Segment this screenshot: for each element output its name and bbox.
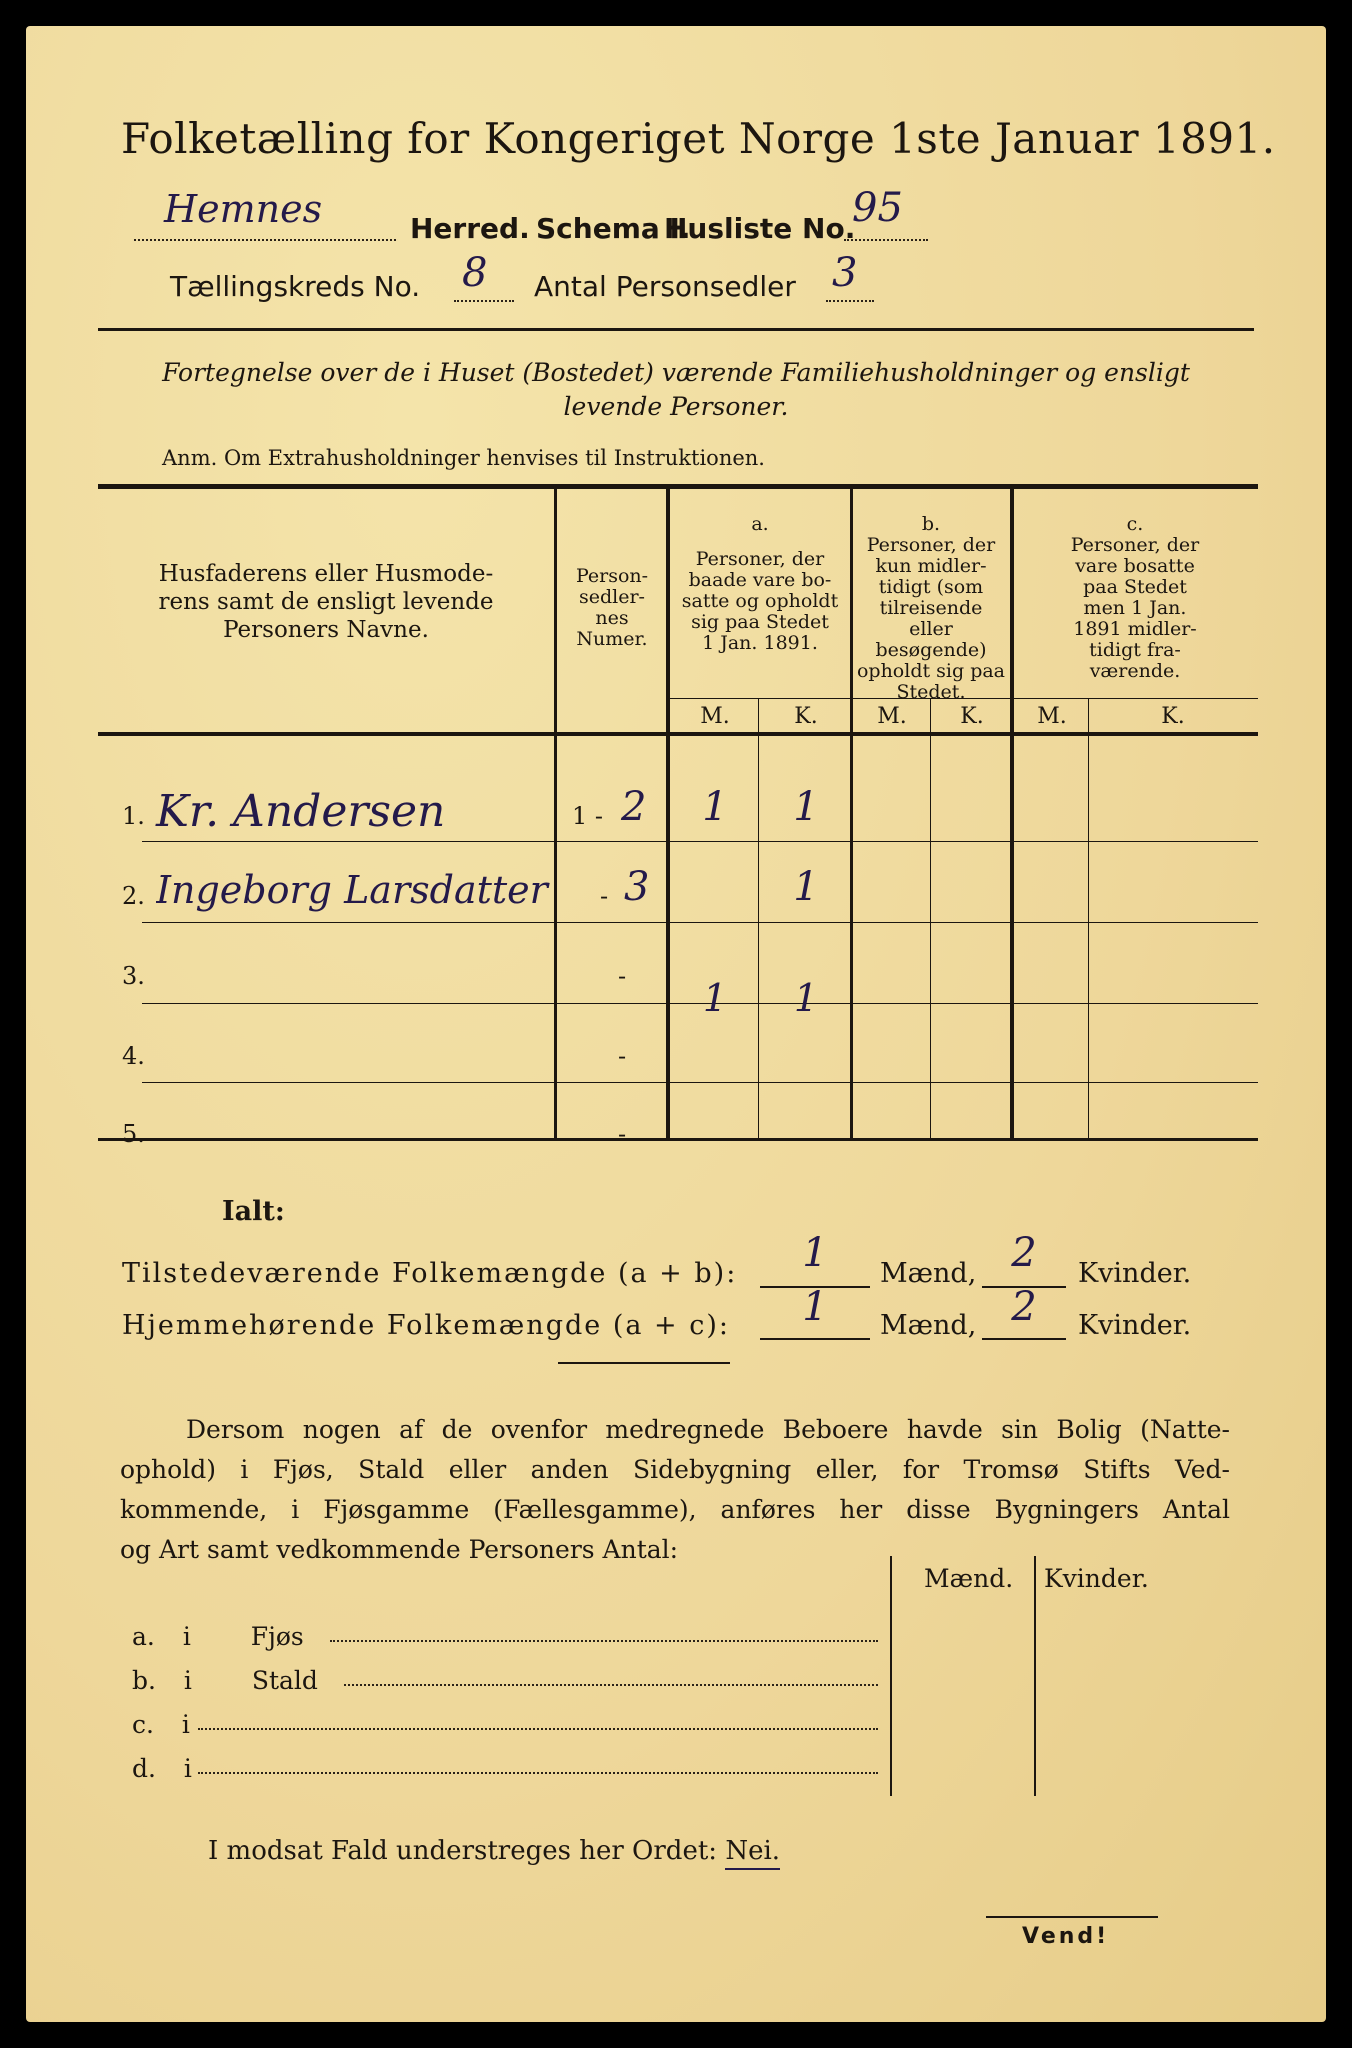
- herred-label: Herred.: [410, 212, 530, 245]
- cell-a-k: 1: [793, 784, 819, 830]
- modsat-text: [208, 1836, 780, 1866]
- building-row-a: [132, 1622, 304, 1651]
- hjemme-maend-value: 1: [802, 1284, 828, 1330]
- taellingskreds-field: [454, 250, 514, 302]
- header-line: Numer.: [576, 628, 648, 650]
- header-line: tidigt (som: [878, 576, 984, 598]
- header-line: 1891 midler-: [1073, 618, 1197, 640]
- header-line: vare bosatte: [1075, 555, 1195, 577]
- header-line: Personers Navne.: [223, 617, 429, 643]
- header-line: satte og opholdt: [681, 590, 839, 612]
- taellingskreds-label: Tællingskreds No.: [170, 270, 421, 303]
- building-letter: d.: [132, 1754, 156, 1783]
- para-line: og Art samt vedkommende Personers Antal:: [120, 1535, 679, 1564]
- tilstede-maend-field: [760, 1230, 870, 1288]
- building-letter: c.: [132, 1710, 154, 1739]
- building-row-c: [132, 1710, 190, 1739]
- herred-value: Hemnes: [164, 187, 323, 231]
- sub-m: M.: [877, 704, 907, 729]
- building-letter: b.: [132, 1666, 156, 1695]
- row-rule: [142, 841, 1258, 842]
- kvinder-label: Kvinder.: [1078, 1310, 1192, 1341]
- sub-k: K.: [1161, 704, 1185, 729]
- header-line: kun midler-: [875, 555, 987, 577]
- col-header-numer: [559, 566, 665, 650]
- building-dots: [344, 1684, 878, 1686]
- tilstede-maend-value: 1: [802, 1230, 828, 1276]
- sub-m: M.: [1037, 704, 1067, 729]
- short-divider: [558, 1362, 730, 1364]
- row-numer: -: [618, 962, 627, 990]
- sub-k: K.: [960, 704, 984, 729]
- header-line: baade vare bo-: [688, 569, 832, 591]
- building-col-divider: [890, 1556, 892, 1796]
- modsat-label: I modsat Fald understreges her Ordet:: [208, 1836, 718, 1866]
- personsedler-value: 3: [832, 250, 858, 296]
- header-line: 1 Jan. 1891.: [702, 632, 818, 654]
- row-number: 1.: [122, 802, 145, 830]
- row-number: 3.: [122, 962, 145, 990]
- row-name: Kr. Andersen: [156, 786, 446, 837]
- tilstede-label: Tilstedeværende Folkemængde (a + b):: [122, 1258, 738, 1289]
- subtitle-line-2: levende Personer.: [563, 392, 789, 421]
- col-divider: [850, 489, 853, 1141]
- header-line: opholdt sig paa Stedet.: [856, 660, 1006, 703]
- header-line: Personer, der: [695, 548, 825, 570]
- header-line: rens samt de ensligt levende: [158, 589, 494, 615]
- sub-k: K.: [794, 704, 818, 729]
- building-prefix: i: [181, 1710, 190, 1739]
- col-divider: [666, 489, 670, 1141]
- hjemme-maend-field: [760, 1284, 870, 1340]
- row-rule: [142, 922, 1258, 923]
- personsedler-field: [826, 250, 874, 302]
- row-rule: [142, 1082, 1258, 1083]
- row-number: 5.: [122, 1120, 145, 1148]
- maend-label: Mænd,: [880, 1258, 977, 1289]
- header-line: men 1 Jan.: [1083, 597, 1187, 619]
- cell-a-k: 1: [793, 864, 819, 910]
- header-letter: a.: [751, 513, 769, 535]
- cell-a-k: 1: [793, 976, 819, 1020]
- table-bottom-rule: [98, 1138, 1258, 1141]
- cell-a-m: 1: [702, 976, 728, 1020]
- col-header-a: [672, 514, 848, 654]
- divider: [98, 328, 1254, 331]
- tilstede-kvinder-field: [982, 1230, 1066, 1288]
- vend-rule: [986, 1916, 1158, 1918]
- row-numer-hand: 3: [624, 864, 650, 910]
- vend-label: Vend!: [1022, 1924, 1110, 1949]
- row-numer-hand: 2: [621, 784, 647, 830]
- kvinder-col-header: Kvinder.: [1044, 1564, 1149, 1593]
- hjemme-kvinder-field: [982, 1284, 1066, 1340]
- para-line: kommende, i Fjøsgamme (Fællesgamme), anføres her disse Bygningers Antal: [120, 1495, 1230, 1524]
- row-number: 2.: [122, 882, 145, 910]
- header-letter: b.: [921, 513, 941, 535]
- header-line: besøgende): [875, 639, 987, 661]
- subtitle-line-1: Fortegnelse over de i Huset (Bostedet) værende Familiehusholdninger og ensligt: [162, 358, 1190, 387]
- row-numer: -: [618, 1120, 627, 1148]
- building-row-b: [132, 1666, 318, 1695]
- form-subtitle: [98, 356, 1254, 424]
- hjemme-kvinder-value: 2: [1011, 1284, 1037, 1330]
- row-numer: -: [600, 882, 609, 910]
- herred-field: [134, 187, 396, 241]
- building-dots: [198, 1728, 878, 1730]
- header-line: paa Stedet: [1083, 576, 1187, 598]
- header-line: Person-: [575, 565, 649, 587]
- building-name: Fjøs: [250, 1622, 304, 1651]
- anm-note: Anm. Om Extrahusholdninger henvises til Instruktionen.: [162, 446, 765, 470]
- col-divider: [758, 698, 759, 1141]
- form-title: Folketælling for Kongeriget Norge 1ste Januar 1891.: [121, 114, 1276, 163]
- header-line: Personer, der: [866, 534, 996, 556]
- building-prefix: i: [183, 1666, 192, 1695]
- col-divider: [554, 489, 557, 1141]
- header-line: sedler-: [579, 586, 645, 608]
- col-divider: [930, 698, 931, 1141]
- building-dots: [198, 1772, 878, 1774]
- building-prefix: i: [182, 1622, 191, 1651]
- building-row-d: [132, 1754, 192, 1783]
- kvinder-label: Kvinder.: [1078, 1258, 1192, 1289]
- building-col-divider: [1034, 1556, 1036, 1796]
- header-line: værende.: [1089, 660, 1181, 682]
- header-line: sig paa Stedet: [691, 611, 829, 633]
- col-header-b: [854, 514, 1008, 703]
- para-line: Dersom nogen af de ovenfor medregnede Beboere havde sin Bolig (Natte-: [186, 1415, 1230, 1444]
- sub-m: M.: [700, 704, 730, 729]
- header-line: Husfaderens eller Husmode-: [158, 561, 494, 587]
- maend-label: Mænd,: [880, 1310, 977, 1341]
- nei-word: Nei.: [725, 1836, 780, 1870]
- para-line: ophold) i Fjøs, Stald eller anden Sidebygning eller, for Tromsø Stifts Ved-: [120, 1455, 1230, 1484]
- header-line: eller: [909, 618, 953, 640]
- building-prefix: i: [183, 1754, 192, 1783]
- ialt-label: Ialt:: [222, 1196, 285, 1227]
- row-name: Ingeborg Larsdatter: [156, 868, 548, 912]
- hjemme-label: Hjemmehørende Folkemængde (a + c):: [122, 1310, 730, 1341]
- husliste-value: 95: [852, 185, 903, 231]
- building-name: Stald: [251, 1666, 318, 1695]
- tilstede-kvinder-value: 2: [1011, 1230, 1037, 1276]
- col-divider: [1010, 489, 1014, 1141]
- header-line: nes: [595, 607, 629, 629]
- schema-label: Schema I.: [536, 212, 691, 245]
- header-line: Personer, der: [1070, 534, 1200, 556]
- building-dots: [330, 1640, 878, 1642]
- building-letter: a.: [132, 1622, 155, 1651]
- census-form: [26, 26, 1326, 2022]
- table-header-rule: [98, 732, 1258, 736]
- table-top-rule: [98, 484, 1258, 489]
- husliste-label: Husliste No.: [664, 212, 856, 245]
- husliste-field: [844, 185, 928, 241]
- maend-col-header: Mænd.: [924, 1564, 1014, 1593]
- row-numer: -: [618, 1042, 627, 1070]
- col-header-c: [1016, 514, 1254, 682]
- col-header-names: [106, 560, 546, 644]
- taellingskreds-value: 8: [462, 250, 488, 296]
- col-divider: [1088, 698, 1089, 1141]
- personsedler-label: Antal Personsedler: [534, 270, 796, 303]
- sidebygning-paragraph: [120, 1410, 1230, 1570]
- header-letter: c.: [1126, 513, 1144, 535]
- cell-a-m: 1: [702, 784, 728, 830]
- row-number: 4.: [122, 1042, 145, 1070]
- header-line: tilreisende: [879, 597, 983, 619]
- row-numer: 1 -: [572, 802, 604, 830]
- header-line: tidigt fra-: [1089, 639, 1181, 661]
